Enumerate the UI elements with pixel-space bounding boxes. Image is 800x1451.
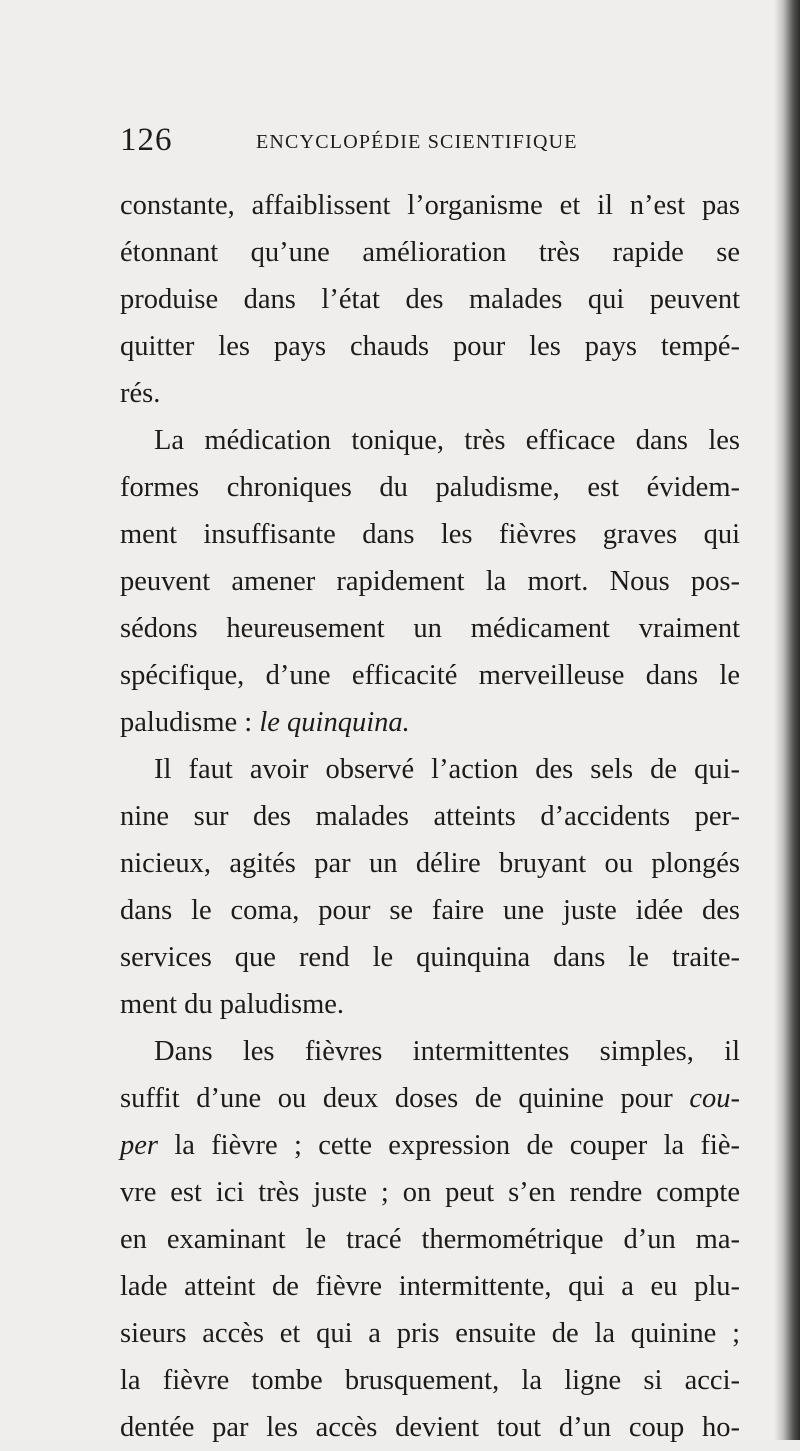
running-title: ENCYCLOPÉDIE SCIENTIFIQUE <box>256 131 578 153</box>
text-line: dentée par les accès devient tout d’un coup ho- <box>120 1412 740 1443</box>
page-edge-shadow <box>774 0 800 1440</box>
text-line: en examinant le tracé thermométrique d’un ma- <box>120 1224 740 1255</box>
paragraph-start: Dans les fièvres intermittentes simples, il <box>154 1036 740 1067</box>
text-line: sieurs accès et qui a pris ensuite de la quinine ; <box>120 1318 740 1349</box>
page-number: 126 <box>120 122 173 158</box>
text-line: étonnant qu’une amélioration très rapide se <box>120 237 740 268</box>
text-line: spécifique, d’une efficacité merveilleuse dans le <box>120 660 740 691</box>
text-line: suffit d’une ou deux doses de quinine pour cou- <box>120 1083 740 1114</box>
text-line: nicieux, agités par un délire bruyant ou plongés <box>120 848 740 879</box>
text-line: ment du paludisme. <box>120 989 345 1020</box>
italic-term: le quinquina. <box>259 707 410 738</box>
text-line: rés. <box>120 378 161 409</box>
italic-term: cou- <box>689 1083 740 1114</box>
text-line: formes chroniques du paludisme, est évidem- <box>120 472 740 503</box>
text-line: sédons heureusement un médicament vraiment <box>120 613 740 644</box>
page-header <box>120 120 740 160</box>
text-line: ment insuffisante dans les fièvres graves qui <box>120 519 740 550</box>
text-line: services que rend le quinquina dans le traite- <box>120 942 740 973</box>
text-line: constante, affaiblissent l’organisme et il n’est pas <box>120 190 740 221</box>
text-line: produise dans l’état des malades qui peuvent <box>120 284 740 315</box>
text-line: peuvent amener rapidement la mort. Nous pos- <box>120 566 740 597</box>
text-line: per la fièvre ; cette expression de couper la fiè- <box>120 1130 740 1161</box>
paragraph-start: Il faut avoir observé l’action des sels de qui- <box>154 754 740 785</box>
text-line: la fièvre tombe brusquement, la ligne si acci- <box>120 1365 740 1396</box>
text-line: paludisme : le quinquina. <box>120 707 410 738</box>
text-line: vre est ici très juste ; on peut s’en rendre compte <box>120 1177 740 1208</box>
text-line: quitter les pays chauds pour les pays tempé- <box>120 331 740 362</box>
text-line: dans le coma, pour se faire une juste idée des <box>120 895 740 926</box>
text-line: lade atteint de fièvre intermittente, qui a eu plu- <box>120 1271 740 1302</box>
text-line: nine sur des malades atteints d’accidents per- <box>120 801 740 832</box>
body-text <box>120 182 740 1451</box>
italic-term: per <box>120 1130 158 1161</box>
paragraph-start: La médication tonique, très efficace dans les <box>154 425 740 456</box>
